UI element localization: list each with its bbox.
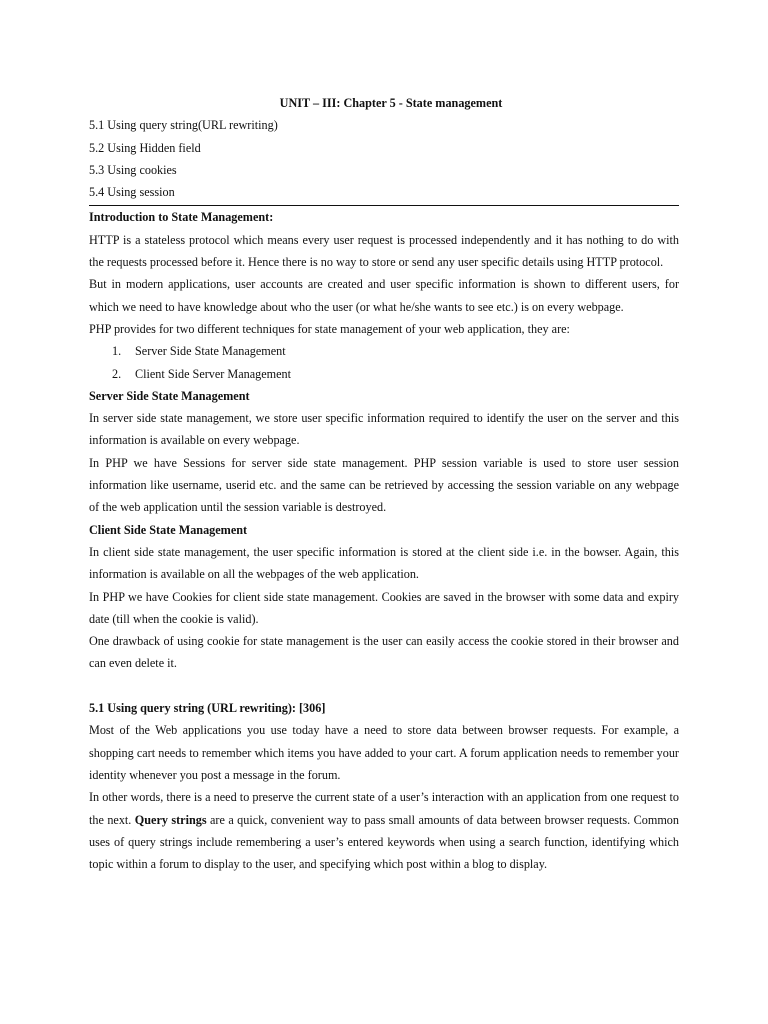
text-run: are a quick, convenient way to pass small amounts of data between browser requests. Common uses of query strings include remembering a user’s entered keywords when using a search function, identifying which topic within a forum to display to the user, and specifying which post within a blog to display. <box>89 812 679 872</box>
query-string-paragraph: Most of the Web applications you use today have a need to store data between browser requests. For example, a shopping cart needs to remember which items you have added to your cart. A forum application needs to remember your identity whenever you post a message in the forum. <box>89 723 679 782</box>
client-side-paragraph: One drawback of using cookie for state management is the user can easily access the cookie stored in their browser and can even delete it. <box>89 634 679 671</box>
intro-heading: Introduction to State Management: <box>89 210 274 225</box>
list-text: Client Side Server Management <box>135 366 292 381</box>
toc-item: 5.3 Using cookies <box>89 162 177 177</box>
server-side-section <box>89 385 679 519</box>
page-title: UNIT – III: Chapter 5 - State management <box>279 96 503 110</box>
table-of-contents <box>89 114 679 203</box>
client-side-paragraph: In client side state management, the user specific information is stored at the client side i.e. in the bowser. Again, this information is available on all the webpages of the web application. <box>89 544 679 582</box>
intro-section <box>89 206 679 384</box>
client-side-paragraph: In PHP we have Cookies for client side state management. Cookies are saved in the browser with some data and expiry date (till when the cookie is valid). <box>89 589 679 626</box>
client-side-heading: Client Side State Management <box>89 522 248 537</box>
server-side-paragraph: In PHP we have Sessions for server side state management. PHP session variable is used to store user session information like username, userid etc. and the same can be retrieved by accessing the session variable on any webpage of the web application until the session variable is destroyed. <box>89 455 679 515</box>
query-string-paragraph <box>89 786 679 875</box>
query-string-section <box>89 697 679 875</box>
intro-paragraph: HTTP is a stateless protocol which means every user request is processed independently and it has nothing to do with the requests processed before it. Hence there is no way to store or send any user specific details using HTTP protocol. <box>89 232 679 270</box>
toc-item: 5.4 Using session <box>89 185 175 200</box>
bold-term: Query strings <box>134 812 207 827</box>
toc-item: 5.2 Using Hidden field <box>89 140 201 155</box>
query-string-heading: 5.1 Using query string (URL rewriting): [306] <box>89 701 326 716</box>
client-side-section <box>89 519 679 675</box>
server-side-paragraph: In server side state management, we store user specific information required to identify the user on the server and this information is available on every webpage. <box>89 411 679 448</box>
list-number: 1. <box>112 344 122 359</box>
technique-list <box>89 340 679 385</box>
list-item <box>89 363 679 385</box>
list-text: Server Side State Management <box>135 344 286 359</box>
text-run: In other words, there is a need to preserve the current state of a user’s interaction with an application from one request to the next. <box>89 790 679 827</box>
blank-line <box>89 675 679 697</box>
list-item <box>89 340 679 362</box>
list-number: 2. <box>112 366 122 381</box>
intro-paragraph: But in modern applications, user accounts are created and user specific information is shown to different users, for which we need to have knowledge about who the user (or what he/she wants to see etc.) is on every webpage. <box>89 277 679 314</box>
server-side-heading: Server Side State Management <box>89 388 250 403</box>
toc-item: 5.1 Using query string(URL rewriting) <box>89 118 278 133</box>
intro-paragraph: PHP provides for two different techniques for state management of your web application, they are: <box>89 321 570 336</box>
